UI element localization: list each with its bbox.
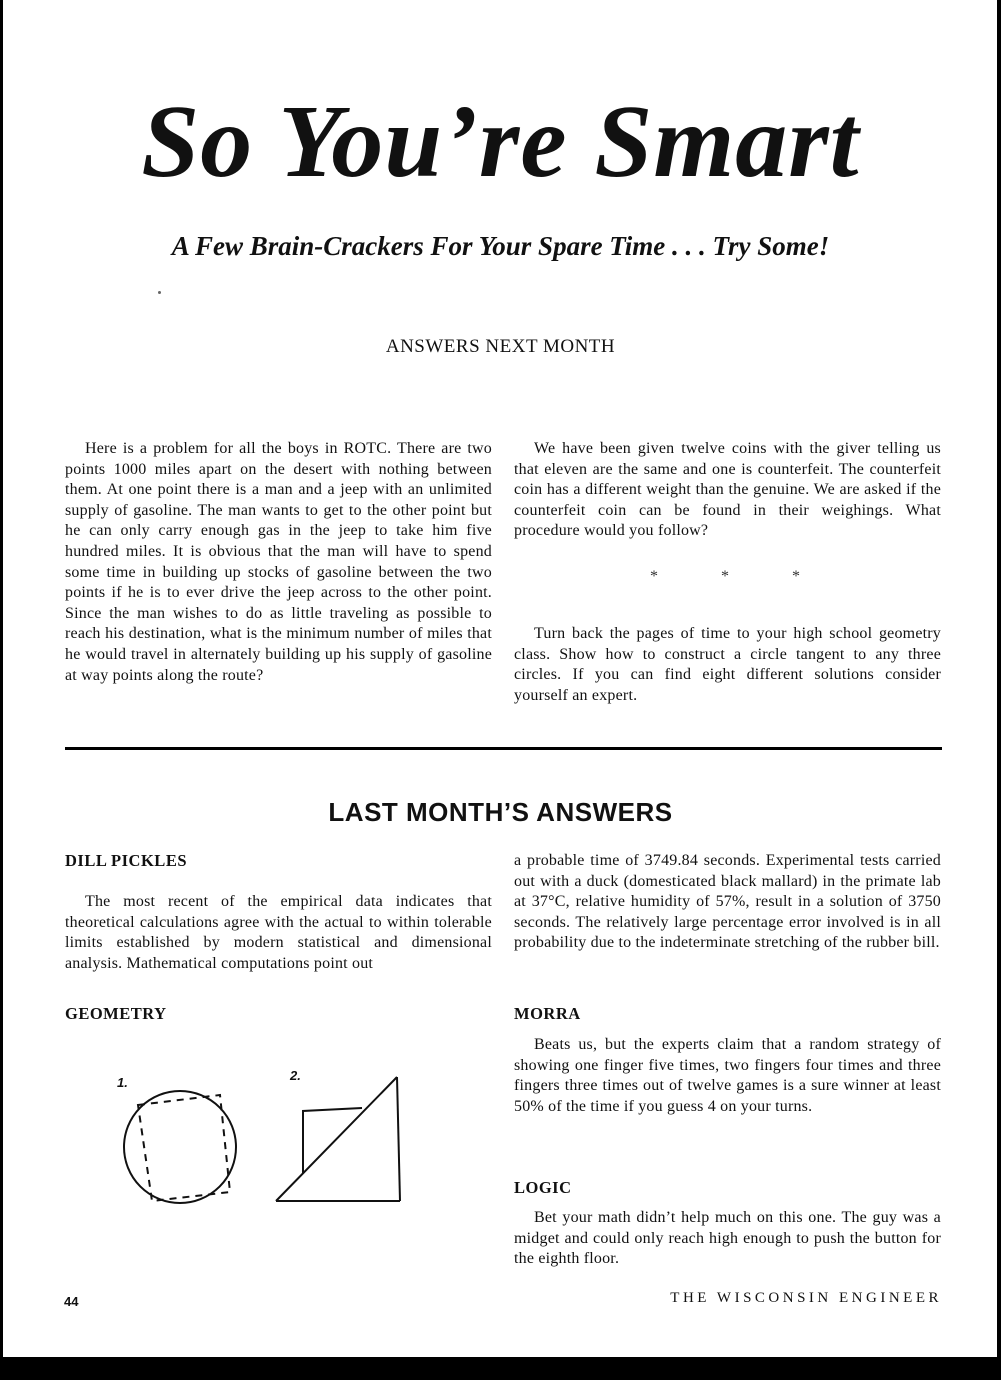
- answers-next-month-heading: ANSWERS NEXT MONTH: [385, 336, 616, 357]
- geometry-heading: GEOMETRY: [65, 1004, 167, 1023]
- separator-star: *: [721, 568, 729, 585]
- counterfeit-coin-puzzle: We have been given twelve coins with the giver telling us that eleven are the same and one is counterfeit. The counterfeit coin has a different weight than the genuine. We are asked if the counterfeit coin can be found in their weighings. What procedure would you follow?: [514, 440, 941, 540]
- print-speck: [158, 291, 161, 294]
- dill-pickles-answer-left: The most recent of the empirical data indicates that theoretical calculations agree with the actual to within tolerable limits established by modern statistical and dimensional analysis. Mathematical computations point out: [65, 893, 492, 972]
- tangent-circle-puzzle: Turn back the pages of time to your high school geometry class. Show how to construct a circle tangent to any three circles. If you can find eight different solutions consider yourself an expert.: [514, 625, 941, 704]
- page-number: 44: [64, 1294, 79, 1309]
- horizontal-rule: [65, 747, 942, 750]
- figure-1-label: 1.: [117, 1075, 128, 1090]
- magazine-name: THE WISCONSIN ENGINEER: [670, 1290, 942, 1306]
- figure-2-label: 2.: [290, 1068, 301, 1083]
- geometry-diagram: [110, 1065, 410, 1215]
- geometry-figures: [110, 1065, 410, 1215]
- page-border-bottom: [0, 1357, 1001, 1380]
- logic-heading: LOGIC: [514, 1178, 572, 1197]
- separator-star: *: [792, 568, 800, 585]
- page-title: So You’re Smart: [141, 84, 860, 199]
- triangle-hypotenuse: [276, 1077, 397, 1201]
- morra-heading: MORRA: [514, 1004, 581, 1023]
- dill-pickles-answer-right: a probable time of 3749.84 seconds. Experimental tests carried out with a duck (domesticated black mallard) in the primate lab at 37°C, relative humidity of 57%, result in a solution of 3750 seconds. The relatively large percentage error involved is in all probability due to the indeterminate stretching of the rubber bill.: [514, 852, 941, 952]
- page-subtitle: A Few Brain-Crackers For Your Spare Time . . . Try Some!: [171, 231, 830, 261]
- triangle-right-side: [397, 1077, 400, 1201]
- page-border-left: [0, 0, 3, 1380]
- section-separator: [650, 568, 800, 586]
- rotc-jeep-puzzle: Here is a problem for all the boys in ROTC. There are two points 1000 miles apart on the desert with nothing between them. At one point there is a man and a jeep with an unlimited supply of gasoline. The man wants to get to the other point but he can only carry enough gas in the jeep to take him five hundred miles. It is obvious that the man will have to spend some time in building up stocks of gasoline between the two points if he is to ever drive the jeep across to the other point. Since the man wishes to do as little traveling as possible to reach his destination, what is the minimum number of miles that he would travel in alternately building up his supply of gasoline at way points along the route?: [65, 440, 492, 684]
- last-month-answers-heading: LAST MONTH’S ANSWERS: [328, 797, 673, 827]
- inscribed-circle: [124, 1091, 236, 1203]
- dill-pickles-heading: DILL PICKLES: [65, 851, 187, 870]
- morra-answer: Beats us, but the experts claim that a random strategy of showing one finger five times, two fingers four times and three fingers three times out of twelve games is a sure winner at least 50% of the time if you guess 4 on your turns.: [514, 1036, 941, 1115]
- page-border-right: [997, 0, 1001, 1380]
- dashed-square: [138, 1095, 230, 1201]
- separator-star: *: [650, 568, 658, 585]
- logic-answer: Bet your math didn’t help much on this one. The guy was a midget and could only reach high enough to push the button for the eighth floor.: [514, 1209, 941, 1268]
